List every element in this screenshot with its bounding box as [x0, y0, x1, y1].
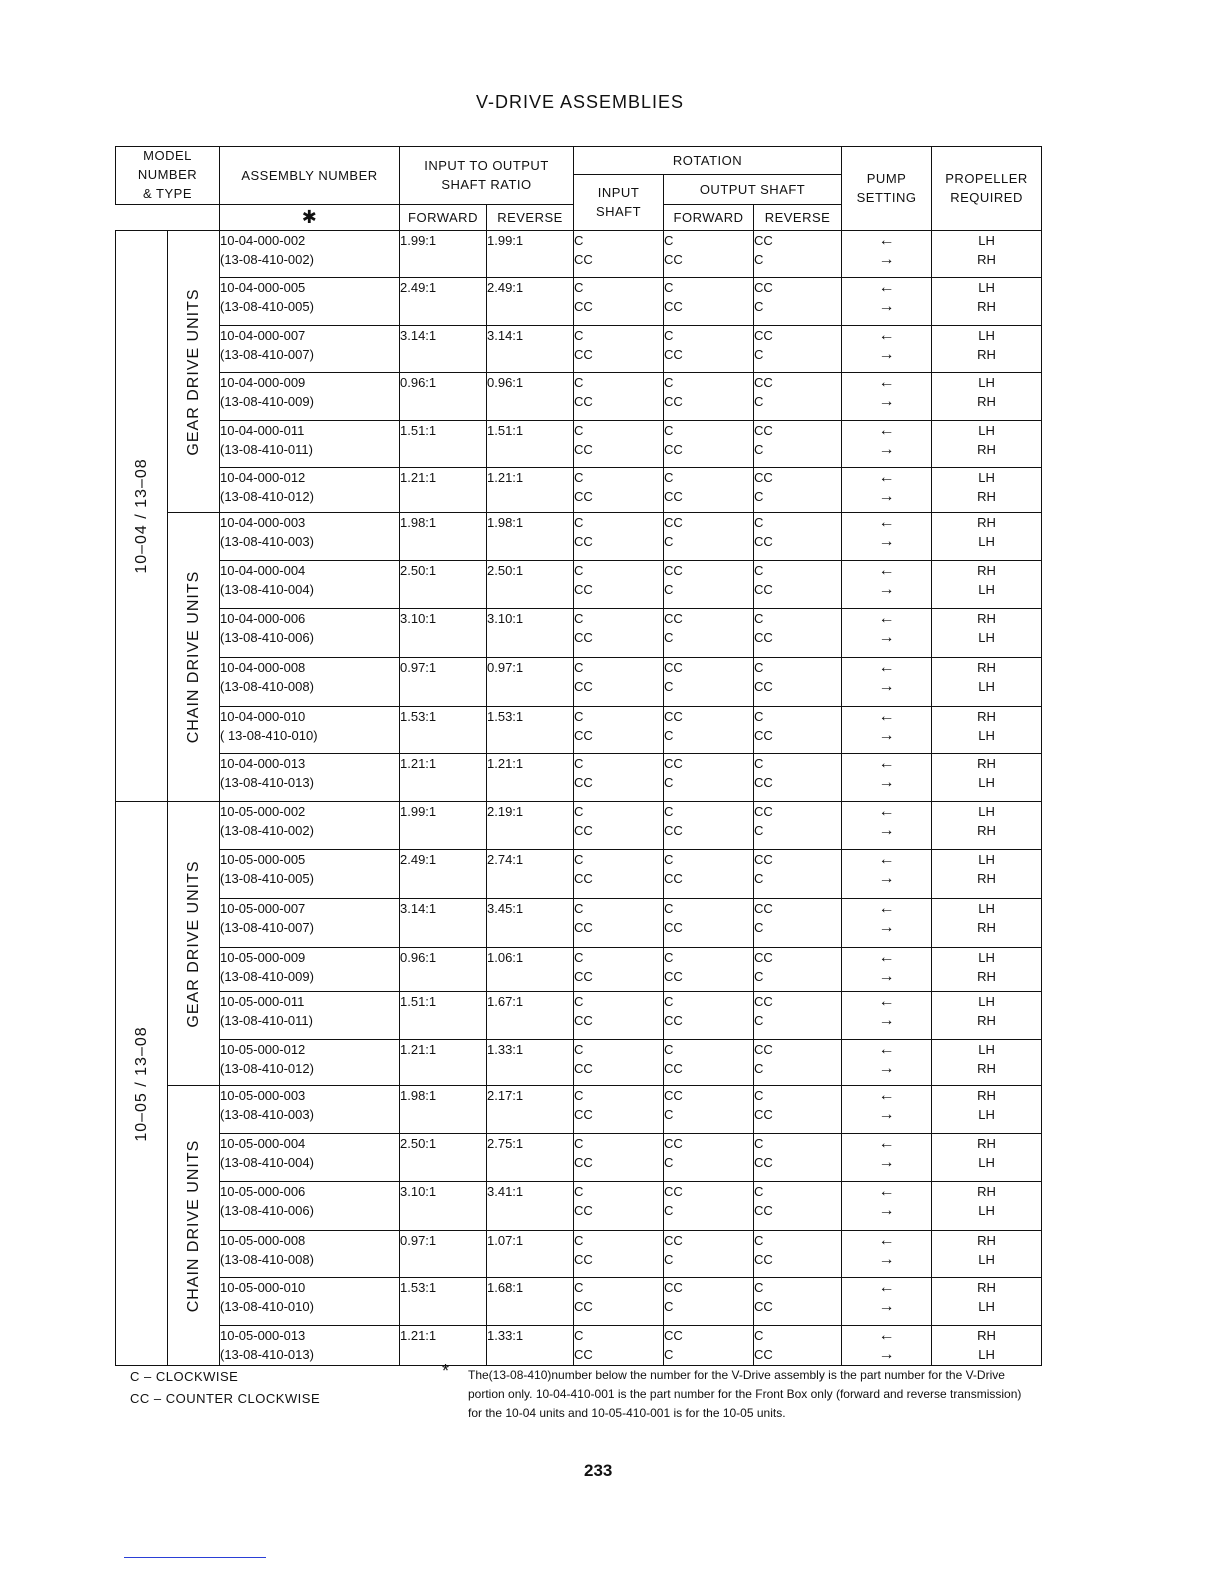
output-forward: C CC [664, 850, 754, 899]
ratio-forward: 3.14:1 [400, 326, 487, 373]
propeller-required: RH LH [932, 1086, 1042, 1134]
arrow-left-icon: ← [878, 1183, 895, 1200]
output-reverse: CC C [754, 373, 842, 421]
ratio-reverse: 3.45:1 [487, 899, 574, 948]
arrow-left-icon: ← [878, 949, 895, 966]
pump-setting [842, 802, 932, 850]
input-shaft: C CC [574, 899, 664, 948]
arrow-right-icon: → [878, 1298, 895, 1315]
input-shaft: C CC [574, 278, 664, 326]
assembly-number: 10-05-000-013 (13-08-410-013) [220, 1326, 400, 1366]
output-forward: C CC [664, 992, 754, 1040]
input-shaft: C CC [574, 658, 664, 707]
legend-counter-clockwise: CC – COUNTER CLOCKWISE [130, 1391, 321, 1406]
arrow-right-icon: → [878, 629, 895, 646]
arrow-left-icon: ← [878, 562, 895, 579]
table-row [116, 1182, 1042, 1231]
arrow-left-icon: ← [878, 1041, 895, 1058]
output-reverse: CC C [754, 802, 842, 850]
output-forward: CC C [664, 1278, 754, 1326]
output-forward: CC C [664, 658, 754, 707]
arrow-right-icon: → [878, 393, 895, 410]
output-forward: C CC [664, 326, 754, 373]
output-forward: C CC [664, 231, 754, 278]
pump-setting [842, 421, 932, 468]
arrow-left-icon: ← [878, 422, 895, 439]
ratio-reverse-header: REVERSE [487, 205, 574, 231]
assembly-number: 10-05-000-004 (13-08-410-004) [220, 1134, 400, 1182]
footnote [442, 1361, 1032, 1423]
assembly-number: 10-04-000-009 (13-08-410-009) [220, 373, 400, 421]
input-shaft: C CC [574, 1086, 664, 1134]
output-reverse: C CC [754, 1086, 842, 1134]
propeller-required: LH RH [932, 850, 1042, 899]
assembly-number: 10-04-000-013 (13-08-410-013) [220, 754, 400, 802]
input-shaft: C CC [574, 1040, 664, 1086]
propeller-required: RH LH [932, 1278, 1042, 1326]
table-row [116, 231, 1042, 278]
arrow-left-icon: ← [878, 514, 895, 531]
input-shaft: C CC [574, 231, 664, 278]
table-row [116, 561, 1042, 609]
ratio-reverse: 1.06:1 [487, 948, 574, 992]
arrow-left-icon: ← [878, 374, 895, 391]
type-label: CHAIN DRIVE UNITS [168, 513, 220, 802]
assembly-number: 10-05-000-009 (13-08-410-009) [220, 948, 400, 992]
propeller-required: RH LH [932, 754, 1042, 802]
arrow-left-icon: ← [878, 803, 895, 820]
propeller-required: RH LH [932, 1326, 1042, 1366]
footnote-text: The(13-08-410)number below the number for the V-Drive assembly is the part number for the V-Drive portion only. 10-04-410-001 is the part number for the Front Box only (forward and reverse transmission) for the 10-04 units and 10-05-410-001 is for the 10-05 units. [468, 1368, 1022, 1420]
arrow-right-icon: → [878, 774, 895, 791]
ratio-forward: 3.14:1 [400, 899, 487, 948]
arrow-left-icon: ← [878, 1327, 895, 1344]
ratio-forward: 2.50:1 [400, 561, 487, 609]
assembly-number: 10-04-000-008 (13-08-410-008) [220, 658, 400, 707]
ratio-forward: 1.98:1 [400, 1086, 487, 1134]
input-shaft: C CC [574, 754, 664, 802]
arrow-right-icon: → [878, 1251, 895, 1268]
bottom-rule [124, 1557, 266, 1558]
assembly-number: 10-05-000-011 (13-08-410-011) [220, 992, 400, 1040]
ratio-reverse: 1.99:1 [487, 231, 574, 278]
output-reverse: C CC [754, 707, 842, 754]
output-reverse: C CC [754, 1134, 842, 1182]
page-number: 233 [584, 1461, 613, 1480]
arrow-right-icon: → [878, 581, 895, 598]
pump-setting [842, 1134, 932, 1182]
arrow-left-icon: ← [878, 1232, 895, 1249]
ratio-reverse: 1.21:1 [487, 754, 574, 802]
ratio-forward: 1.21:1 [400, 1040, 487, 1086]
table-row [116, 609, 1042, 658]
ratio-reverse: 2.75:1 [487, 1134, 574, 1182]
table-row [116, 421, 1042, 468]
input-shaft: C CC [574, 948, 664, 992]
input-shaft: C CC [574, 1134, 664, 1182]
output-reverse: C CC [754, 1278, 842, 1326]
output-reverse-header: REVERSE [754, 205, 842, 231]
ratio-forward: 0.97:1 [400, 1231, 487, 1278]
assembly-number: 10-04-000-006 (13-08-410-006) [220, 609, 400, 658]
table-row [116, 948, 1042, 992]
ratio-reverse: 1.33:1 [487, 1326, 574, 1366]
table-row [116, 278, 1042, 326]
output-reverse: C CC [754, 513, 842, 561]
output-forward: C CC [664, 948, 754, 992]
input-shaft: C CC [574, 802, 664, 850]
ratio-reverse: 0.96:1 [487, 373, 574, 421]
type-label: CHAIN DRIVE UNITS [168, 1086, 220, 1366]
ratio-forward: 0.97:1 [400, 658, 487, 707]
output-forward: CC C [664, 754, 754, 802]
pump-setting [842, 1278, 932, 1326]
table-row [116, 1326, 1042, 1366]
legend [130, 1366, 320, 1410]
ratio-forward: 2.50:1 [400, 1134, 487, 1182]
arrow-right-icon: → [878, 1106, 895, 1123]
pump-setting [842, 992, 932, 1040]
input-shaft: C CC [574, 561, 664, 609]
assembly-number: 10-04-000-004 (13-08-410-004) [220, 561, 400, 609]
pump-setting [842, 850, 932, 899]
ratio-reverse: 1.68:1 [487, 1278, 574, 1326]
ratio-forward: 0.96:1 [400, 948, 487, 992]
v-drive-table [115, 146, 1042, 1366]
table-row [116, 899, 1042, 948]
input-shaft-header: INPUT SHAFT [574, 175, 664, 231]
arrow-right-icon: → [878, 1012, 895, 1029]
ratio-forward: 1.21:1 [400, 468, 487, 513]
arrow-right-icon: → [878, 533, 895, 550]
ratio-forward: 1.99:1 [400, 231, 487, 278]
propeller-required: RH LH [932, 707, 1042, 754]
output-forward: CC C [664, 1134, 754, 1182]
arrow-right-icon: → [878, 1202, 895, 1219]
table-row [116, 658, 1042, 707]
ratio-forward: 1.53:1 [400, 707, 487, 754]
input-shaft: C CC [574, 1278, 664, 1326]
assembly-number: 10-04-000-010 ( 13-08-410-010) [220, 707, 400, 754]
assembly-number: 10-04-000-007 (13-08-410-007) [220, 326, 400, 373]
ratio-forward: 3.10:1 [400, 609, 487, 658]
arrow-right-icon: → [878, 251, 895, 268]
table-row [116, 326, 1042, 373]
propeller-required: LH RH [932, 468, 1042, 513]
arrow-right-icon: → [878, 919, 895, 936]
ratio-forward: 2.49:1 [400, 278, 487, 326]
output-reverse: C CC [754, 754, 842, 802]
arrow-left-icon: ← [878, 327, 895, 344]
propeller-required: RH LH [932, 1182, 1042, 1231]
type-label: GEAR DRIVE UNITS [168, 231, 220, 513]
output-reverse: CC C [754, 421, 842, 468]
output-forward: C CC [664, 468, 754, 513]
ratio-forward: 1.21:1 [400, 754, 487, 802]
assembly-number: 10-05-000-007 (13-08-410-007) [220, 899, 400, 948]
output-forward: CC C [664, 513, 754, 561]
arrow-left-icon: ← [878, 708, 895, 725]
input-shaft: C CC [574, 992, 664, 1040]
output-forward: CC C [664, 561, 754, 609]
pump-setting [842, 1182, 932, 1231]
propeller-required: LH RH [932, 326, 1042, 373]
pump-setting [842, 231, 932, 278]
output-forward: C CC [664, 421, 754, 468]
table-row [116, 1040, 1042, 1086]
output-forward: CC C [664, 1182, 754, 1231]
page-title: V-DRIVE ASSEMBLIES [475, 92, 685, 112]
pump-setting [842, 658, 932, 707]
arrow-right-icon: → [878, 1346, 895, 1363]
output-reverse: CC C [754, 468, 842, 513]
pump-setting [842, 1040, 932, 1086]
propeller-required: RH LH [932, 513, 1042, 561]
table-row [116, 802, 1042, 850]
ratio-reverse: 1.07:1 [487, 1231, 574, 1278]
output-reverse: C CC [754, 1326, 842, 1366]
arrow-left-icon: ← [878, 232, 895, 249]
output-reverse: C CC [754, 658, 842, 707]
pump-setting [842, 468, 932, 513]
ratio-reverse: 1.53:1 [487, 707, 574, 754]
pump-setting [842, 326, 932, 373]
table-body [116, 231, 1042, 1366]
propeller-required: LH RH [932, 992, 1042, 1040]
assembly-number: 10-05-000-010 (13-08-410-010) [220, 1278, 400, 1326]
arrow-right-icon: → [878, 968, 895, 985]
output-reverse: C CC [754, 1231, 842, 1278]
arrow-right-icon: → [878, 488, 895, 505]
ratio-forward: 1.51:1 [400, 421, 487, 468]
ratio-reverse: 2.74:1 [487, 850, 574, 899]
table-row [116, 468, 1042, 513]
model-label: 10–05 / 13–08 [116, 802, 168, 1366]
output-forward: C CC [664, 373, 754, 421]
input-shaft: C CC [574, 326, 664, 373]
arrow-right-icon: → [878, 346, 895, 363]
pump-setting [842, 609, 932, 658]
ratio-forward: 1.51:1 [400, 992, 487, 1040]
output-reverse: CC C [754, 326, 842, 373]
output-reverse: CC C [754, 899, 842, 948]
ratio-forward: 1.99:1 [400, 802, 487, 850]
assembly-number: 10-04-000-005 (13-08-410-005) [220, 278, 400, 326]
output-reverse: CC C [754, 231, 842, 278]
pump-setting [842, 561, 932, 609]
ratio-reverse: 3.41:1 [487, 1182, 574, 1231]
arrow-left-icon: ← [878, 755, 895, 772]
pump-setting [842, 899, 932, 948]
arrow-right-icon: → [878, 1154, 895, 1171]
ratio-reverse: 1.51:1 [487, 421, 574, 468]
propeller-required: LH RH [932, 278, 1042, 326]
arrow-left-icon: ← [878, 1135, 895, 1152]
input-shaft: C CC [574, 609, 664, 658]
table-row [116, 850, 1042, 899]
propeller-required: RH LH [932, 561, 1042, 609]
pump-setting [842, 1231, 932, 1278]
input-shaft: C CC [574, 468, 664, 513]
input-shaft: C CC [574, 1231, 664, 1278]
arrow-right-icon: → [878, 678, 895, 695]
propeller-required: RH LH [932, 658, 1042, 707]
propeller-required: LH RH [932, 421, 1042, 468]
ratio-reverse: 1.67:1 [487, 992, 574, 1040]
propeller-required: LH RH [932, 899, 1042, 948]
pump-setting [842, 948, 932, 992]
ratio-forward: 2.49:1 [400, 850, 487, 899]
propeller-header: PROPELLER REQUIRED [932, 147, 1042, 231]
ratio-reverse: 3.10:1 [487, 609, 574, 658]
assembly-header: ASSEMBLY NUMBER [220, 147, 400, 205]
ratio-reverse: 0.97:1 [487, 658, 574, 707]
pump-setting [842, 707, 932, 754]
output-reverse: CC C [754, 850, 842, 899]
output-forward: C CC [664, 1040, 754, 1086]
ratio-reverse: 1.98:1 [487, 513, 574, 561]
ratio-reverse: 2.50:1 [487, 561, 574, 609]
output-reverse: CC C [754, 992, 842, 1040]
ratio-reverse: 2.17:1 [487, 1086, 574, 1134]
input-shaft: C CC [574, 1182, 664, 1231]
assembly-number: 10-04-000-012 (13-08-410-012) [220, 468, 400, 513]
propeller-required: LH RH [932, 948, 1042, 992]
pump-setting [842, 1086, 932, 1134]
output-forward-header: FORWARD [664, 205, 754, 231]
output-forward: CC C [664, 707, 754, 754]
output-reverse: CC C [754, 278, 842, 326]
assembly-number: 10-05-000-005 (13-08-410-005) [220, 850, 400, 899]
arrow-right-icon: → [878, 1060, 895, 1077]
assembly-number: 10-04-000-002 (13-08-410-002) [220, 231, 400, 278]
output-forward: C CC [664, 278, 754, 326]
assembly-number: 10-05-000-012 (13-08-410-012) [220, 1040, 400, 1086]
propeller-required: LH RH [932, 802, 1042, 850]
assembly-number: 10-04-000-011 (13-08-410-011) [220, 421, 400, 468]
input-shaft: C CC [574, 373, 664, 421]
ratio-forward: 0.96:1 [400, 373, 487, 421]
input-shaft: C CC [574, 707, 664, 754]
arrow-left-icon: ← [878, 279, 895, 296]
output-forward: C CC [664, 802, 754, 850]
table-row [116, 992, 1042, 1040]
propeller-required: RH LH [932, 1231, 1042, 1278]
output-forward: CC C [664, 1086, 754, 1134]
model-label: 10–04 / 13–08 [116, 231, 168, 802]
propeller-required: RH LH [932, 1134, 1042, 1182]
ratio-reverse: 2.49:1 [487, 278, 574, 326]
ratio-reverse: 2.19:1 [487, 802, 574, 850]
ratio-reverse: 1.21:1 [487, 468, 574, 513]
output-reverse: C CC [754, 561, 842, 609]
propeller-required: LH RH [932, 373, 1042, 421]
assembly-mark: ✱ [220, 205, 400, 231]
arrow-left-icon: ← [878, 851, 895, 868]
assembly-number: 10-05-000-008 (13-08-410-008) [220, 1231, 400, 1278]
input-shaft: C CC [574, 850, 664, 899]
ratio-forward: 1.98:1 [400, 513, 487, 561]
arrow-right-icon: → [878, 822, 895, 839]
table-row [116, 1086, 1042, 1134]
table-row [116, 754, 1042, 802]
output-forward: CC C [664, 1326, 754, 1366]
input-shaft: C CC [574, 513, 664, 561]
type-label: GEAR DRIVE UNITS [168, 802, 220, 1086]
input-shaft: C CC [574, 421, 664, 468]
arrow-left-icon: ← [878, 900, 895, 917]
rotation-header: ROTATION [574, 147, 842, 175]
output-reverse: CC C [754, 1040, 842, 1086]
arrow-left-icon: ← [878, 1279, 895, 1296]
assembly-number: 10-05-000-002 (13-08-410-002) [220, 802, 400, 850]
propeller-required: LH RH [932, 1040, 1042, 1086]
arrow-right-icon: → [878, 727, 895, 744]
output-forward: C CC [664, 899, 754, 948]
ratio-forward: 1.21:1 [400, 1326, 487, 1366]
pump-setting [842, 373, 932, 421]
arrow-left-icon: ← [878, 610, 895, 627]
table-row [116, 1134, 1042, 1182]
output-forward: CC C [664, 1231, 754, 1278]
ratio-forward-header: FORWARD [400, 205, 487, 231]
table-row [116, 1278, 1042, 1326]
table-row [116, 1231, 1042, 1278]
output-forward: CC C [664, 609, 754, 658]
assembly-number: 10-05-000-006 (13-08-410-006) [220, 1182, 400, 1231]
arrow-left-icon: ← [878, 993, 895, 1010]
assembly-number: 10-04-000-003 (13-08-410-003) [220, 513, 400, 561]
arrow-right-icon: → [878, 298, 895, 315]
pump-header: PUMP SETTING [842, 147, 932, 231]
ratio-header: INPUT TO OUTPUT SHAFT RATIO [400, 147, 574, 205]
legend-clockwise: C – CLOCKWISE [130, 1369, 239, 1384]
arrow-right-icon: → [878, 441, 895, 458]
arrow-right-icon: → [878, 870, 895, 887]
ratio-reverse: 1.33:1 [487, 1040, 574, 1086]
arrow-left-icon: ← [878, 469, 895, 486]
pump-setting [842, 754, 932, 802]
input-shaft: C CC [574, 1326, 664, 1366]
propeller-required: RH LH [932, 609, 1042, 658]
arrow-left-icon: ← [878, 659, 895, 676]
output-reverse: C CC [754, 1182, 842, 1231]
pump-setting [842, 278, 932, 326]
pump-setting [842, 513, 932, 561]
ratio-forward: 1.53:1 [400, 1278, 487, 1326]
output-reverse: C CC [754, 609, 842, 658]
model-header: MODEL NUMBER & TYPE [116, 147, 220, 205]
table-row [116, 707, 1042, 754]
footnote-mark: * [442, 1361, 450, 1381]
pump-setting [842, 1326, 932, 1366]
table-row [116, 373, 1042, 421]
output-shaft-header: OUTPUT SHAFT [664, 175, 842, 205]
ratio-forward: 3.10:1 [400, 1182, 487, 1231]
output-reverse: CC C [754, 948, 842, 992]
propeller-required: LH RH [932, 231, 1042, 278]
assembly-number: 10-05-000-003 (13-08-410-003) [220, 1086, 400, 1134]
ratio-reverse: 3.14:1 [487, 326, 574, 373]
arrow-left-icon: ← [878, 1087, 895, 1104]
table-row [116, 513, 1042, 561]
